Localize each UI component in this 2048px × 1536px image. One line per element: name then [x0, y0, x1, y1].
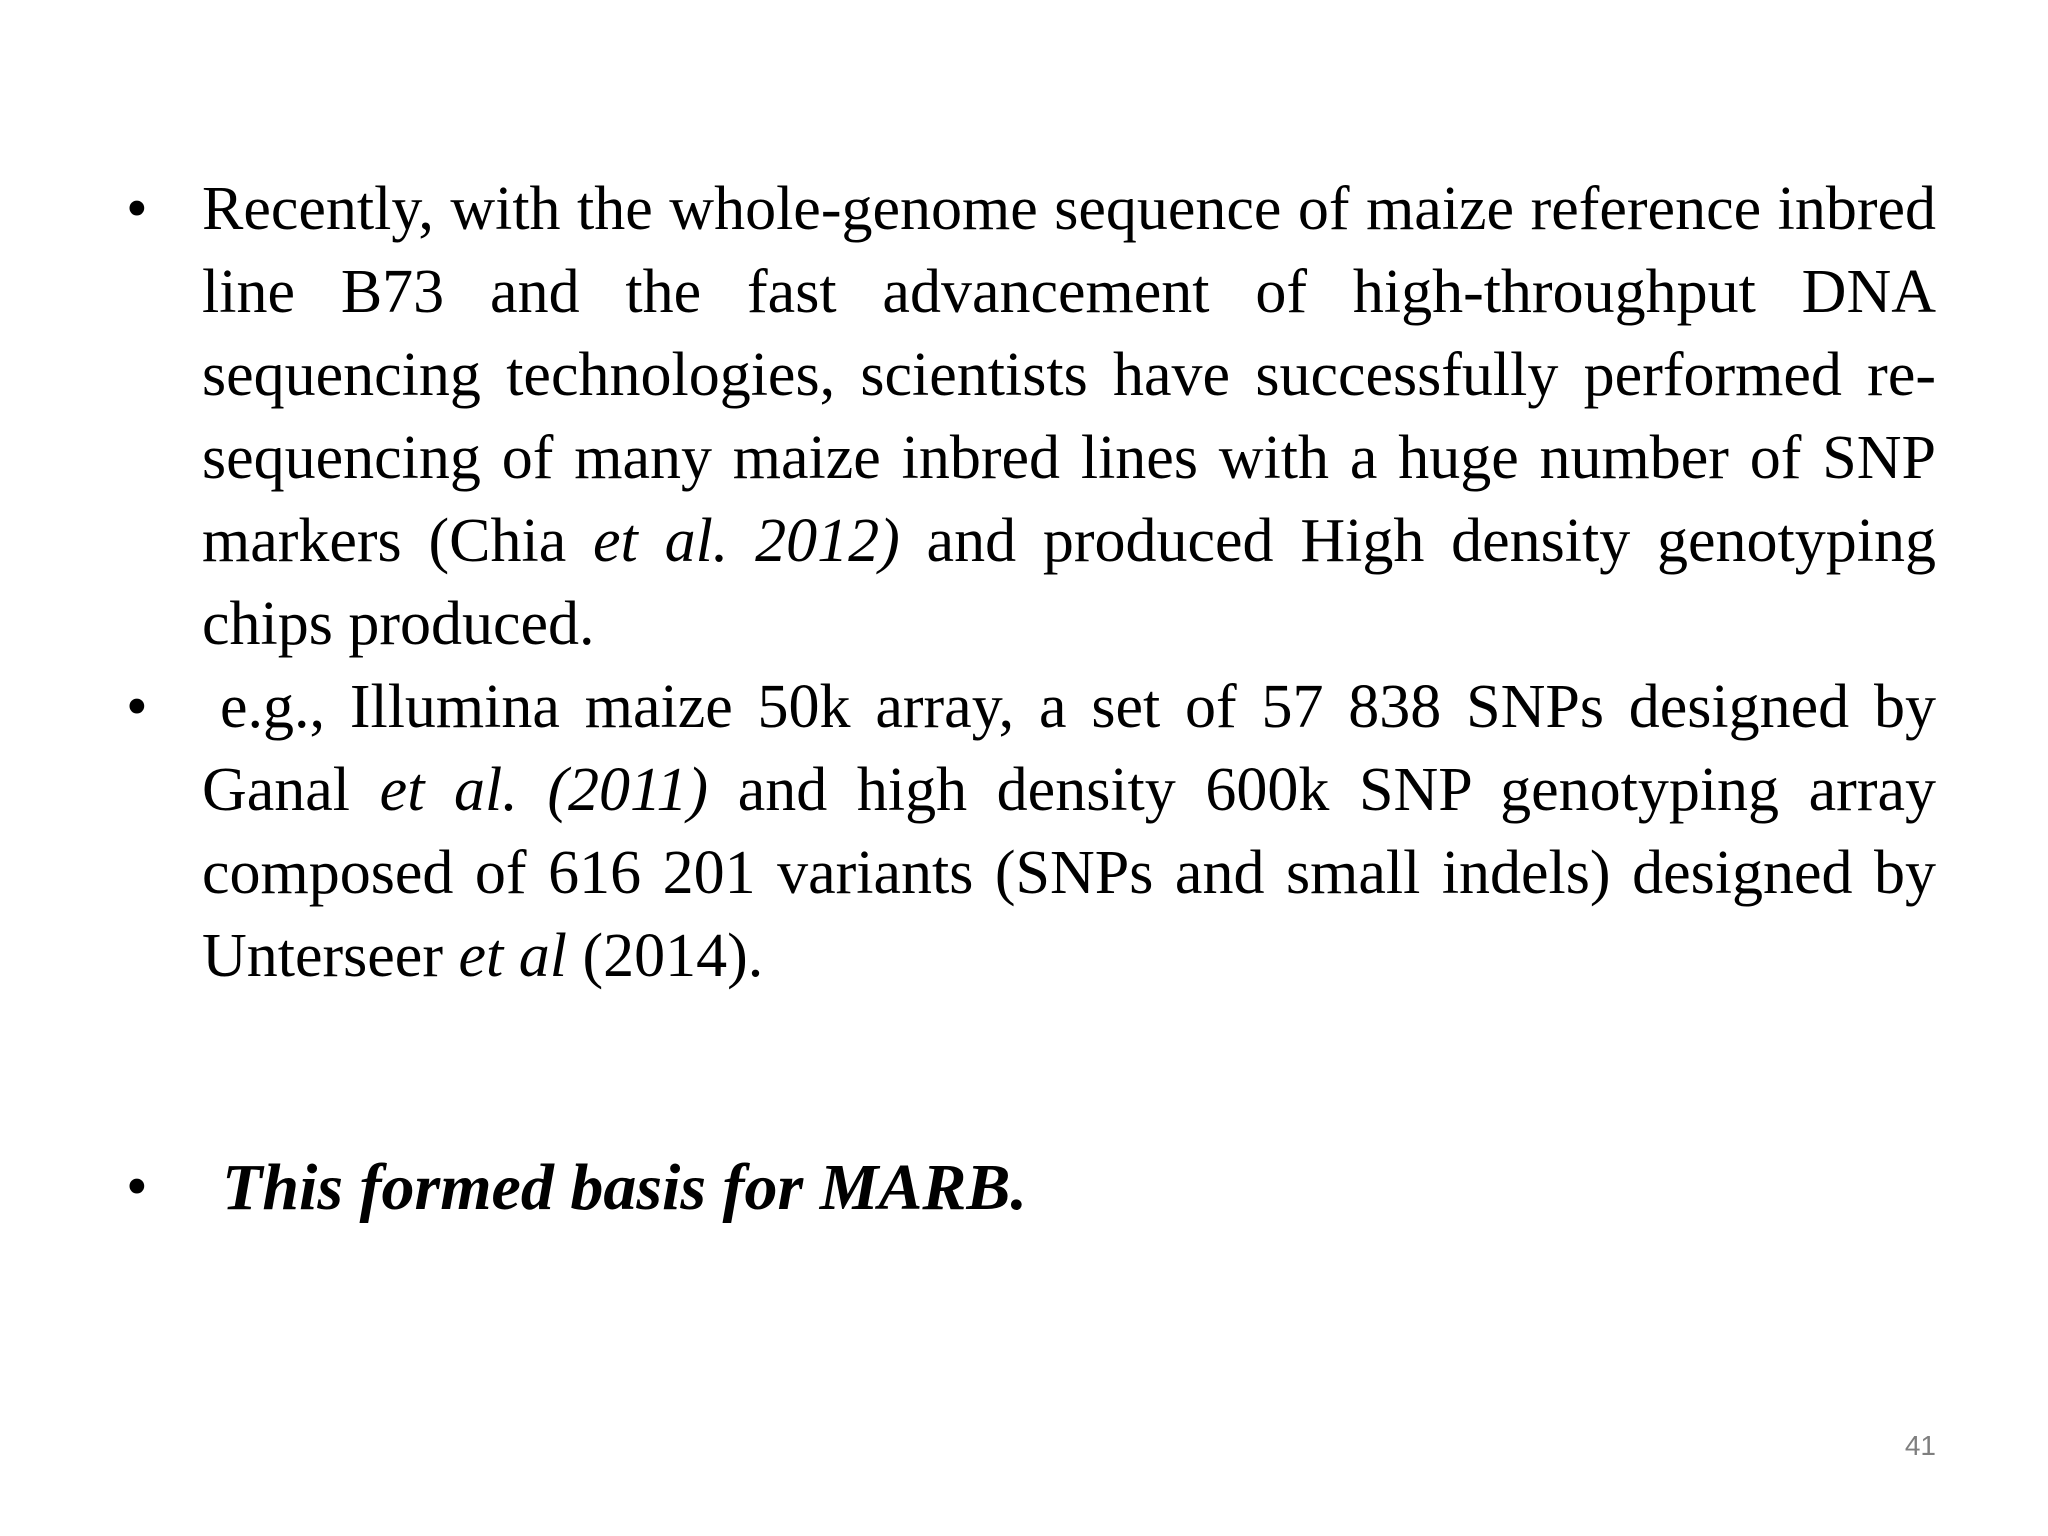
bullet-item-3 [118, 1146, 1936, 1229]
bullet-3-text: This formed basis for MARB. [222, 1151, 1027, 1224]
bullet-1-text: Recently, with the whole-genome sequence of maize reference inbred line B73 and the fast advancement of high-throughput DNA sequencing technologies, scientists have successfully performed re-sequencing of many maize inbred lines with a huge number of SNP markers (Chia et al. 2012) and produced High density genotyping chips produced. [202, 175, 1936, 658]
bullet-marker: • [126, 1153, 148, 1221]
page-number: 41 [1904, 1430, 1936, 1461]
bullet-item-2 [118, 666, 1936, 998]
bullet-marker: • [126, 673, 148, 741]
bullet-2-text: e.g., Illumina maize 50k array, a set of 57 838 SNPs designed by Ganal et al. (2011) and high density 600k SNP genotyping array composed of 616 201 variants (SNPs and small indels) designed by Unterseer et al (2014). [202, 673, 1936, 990]
bullet-marker: • [126, 175, 148, 243]
bullet-item-1 [118, 168, 1936, 666]
slide-content [118, 168, 1936, 1229]
